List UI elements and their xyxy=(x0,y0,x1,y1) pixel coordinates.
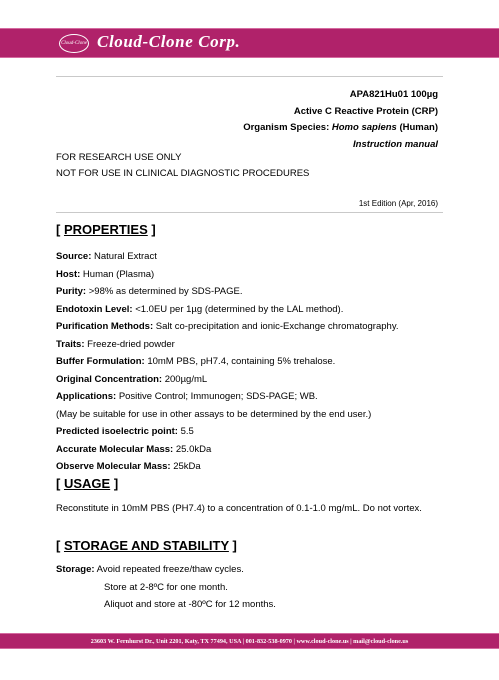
logo-text: Cloud-Clone xyxy=(61,41,87,46)
property-row: Original Concentration: 200µg/mL xyxy=(56,373,208,385)
company-name: Cloud-Clone Corp. xyxy=(97,32,241,51)
organism-species xyxy=(243,120,438,137)
product-info xyxy=(243,87,438,153)
company-logo xyxy=(59,34,89,53)
usage-text: Reconstitute in 10mM PBS (PH7.4) to a concentration of 0.1-1.0 mg/mL. Do not vortex. xyxy=(56,503,422,514)
notice-line-2: NOT FOR USE IN CLINICAL DIAGNOSTIC PROCEDURES xyxy=(56,168,310,179)
storage-line-long-term: Aliquot and store at -80ºC for 12 months. xyxy=(104,599,276,610)
storage-line-short-term: Store at 2-8ºC for one month. xyxy=(104,581,228,593)
properties-list xyxy=(56,248,446,476)
footer-contact: 23603 W. Fernhurst Dr., Unit 2201, Katy, TX 77494, USA | 001-832-538-0970 | www.cloud-clone.us | mail@cloud-clone.us xyxy=(90,637,409,645)
property-row: Source: Natural Extract xyxy=(56,251,157,262)
species-common: (Human) xyxy=(399,122,438,133)
usage-heading: [ USAGE ] xyxy=(56,476,119,491)
property-row: Purification Methods: Salt co-precipitation and ionic-Exchange chromatography. xyxy=(56,321,399,332)
header-band xyxy=(0,28,499,58)
property-row: Observe Molecular Mass: 25kDa xyxy=(56,461,201,472)
property-row: Applications: Positive Control; Immunogen; SDS-PAGE; WB. xyxy=(56,391,318,402)
property-row: Host: Human (Plasma) xyxy=(56,268,155,280)
property-row: Endotoxin Level: <1.0EU per 1µg (determined by the LAL method). xyxy=(56,303,344,315)
species-latin: Homo sapiens xyxy=(331,122,397,133)
divider-middle xyxy=(56,212,443,213)
product-code: APA821Hu01 100µg xyxy=(349,89,438,100)
property-row: Predicted isoelectric point: 5.5 xyxy=(56,426,194,437)
storage-heading: [ STORAGE AND STABILITY ] xyxy=(56,538,237,553)
property-row: Buffer Formulation: 10mM PBS, pH7.4, containing 5% trehalose. xyxy=(56,356,336,367)
storage-row: Storage: Avoid repeated freeze/thaw cycles. xyxy=(56,564,244,575)
product-name: Active C Reactive Protein (CRP) xyxy=(293,105,438,117)
edition-text: 1st Edition (Apr, 2016) xyxy=(358,199,438,208)
property-row: Traits: Freeze-dried powder xyxy=(56,338,175,350)
instruction-manual-label: Instruction manual xyxy=(353,138,438,150)
divider-top xyxy=(56,76,443,77)
species-label: Organism Species: xyxy=(243,122,330,133)
property-row: Accurate Molecular Mass: 25.0kDa xyxy=(56,443,212,455)
property-row: Purity: >98% as determined by SDS-PAGE. xyxy=(56,286,243,297)
storage-info xyxy=(56,561,276,614)
research-notice xyxy=(56,150,309,182)
notice-line-1: FOR RESEARCH USE ONLY xyxy=(56,152,182,163)
properties-heading: [ PROPERTIES ] xyxy=(56,222,156,237)
footer-band xyxy=(0,633,499,649)
property-note: (May be suitable for use in other assays to be determined by the end user.) xyxy=(56,408,372,420)
